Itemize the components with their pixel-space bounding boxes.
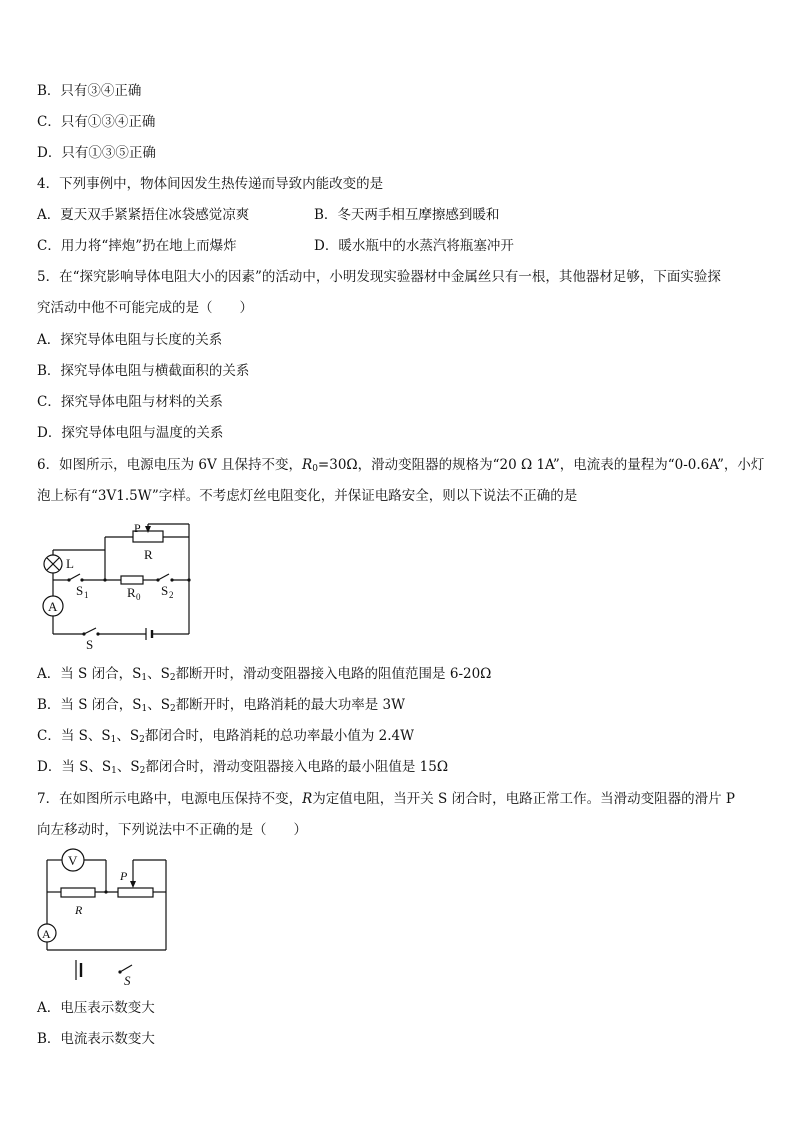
bulb-symbol: [44, 555, 62, 573]
q7-stem-line1: 7．在如图所示电路中，电源电压保持不变，R为定值电阻，当开关 S 闭合时，电路正常工作。当滑动变阻器的滑片 P: [37, 791, 735, 807]
svg-text:S: S: [124, 973, 131, 988]
q4-option-d: D．暖水瓶中的水蒸汽将瓶塞冲开: [314, 238, 514, 254]
q4-option-c: C．用力将“摔炮”扔在地上而爆炸: [37, 238, 237, 254]
q5-option-a: A．探究导体电阻与长度的关系: [37, 332, 223, 348]
battery-symbol: [146, 628, 152, 640]
q3-option-d: D．只有①③⑤正确: [37, 145, 156, 161]
q5-option-c: C．探究导体电阻与材料的关系: [37, 394, 223, 410]
svg-text:A: A: [42, 927, 51, 941]
q7-option-b: B．电流表示数变大: [37, 1031, 155, 1047]
resistor-r-symbol: [61, 888, 95, 897]
q6-option-a: A．当 S 闭合，$S_1$、$S_2$都断开时，滑动变阻器接入电路的阻值范围是 6-20Ω: [37, 666, 492, 683]
q6-option-b: B．当 S 闭合，$S_1$、$S_2$都断开时，电路消耗的最大功率是 3W: [37, 697, 405, 714]
svg-text:A: A: [48, 599, 58, 614]
svg-text:R: R: [75, 903, 83, 917]
svg-text:P: P: [120, 869, 128, 883]
ammeter-symbol: [43, 596, 63, 616]
q5-option-b: B．探究导体电阻与横截面积的关系: [37, 363, 250, 379]
q7-circuit-diagram: [36, 850, 176, 990]
q7-stem-line2: 向左移动时，下列说法中不正确的是（ ）: [37, 822, 307, 838]
q4-option-b: B．冬天两手相互摩擦感到暖和: [314, 207, 500, 223]
q3-option-c: C．只有①③④正确: [37, 114, 156, 130]
svg-text:P: P: [134, 521, 141, 535]
svg-text:R: R: [127, 585, 136, 600]
svg-text:2: 2: [169, 590, 174, 600]
svg-text:1: 1: [84, 590, 89, 600]
q3-option-b: B．只有③④正确: [37, 83, 142, 99]
rheostat-symbol: [118, 888, 153, 897]
q4-stem: 4．下列事例中，物体间因发生热传递而导致内能改变的是: [37, 176, 384, 192]
q6-circuit-diagram: [36, 518, 196, 652]
q7-option-a: A．电压表示数变大: [37, 1000, 155, 1016]
voltmeter-symbol: [62, 849, 84, 871]
svg-text:L: L: [66, 556, 74, 571]
svg-text:V: V: [68, 853, 78, 868]
slider-arrow-icon: [130, 881, 136, 888]
q6-stem-line2: 泡上标有“3V1.5W”字样。不考虑灯丝电阻变化，并保证电路安全，则以下说法不正确的是: [37, 488, 578, 504]
q5-stem-line1: 5．在“探究影响导体电阻大小的因素”的活动中，小明发现实验器材中金属丝只有一根，其他器材足够，下面实验探: [37, 269, 721, 285]
q6-option-c: C．当 S、$S_1$、$S_2$都闭合时，电路消耗的总功率最小值为 2.4W: [37, 728, 414, 745]
q5-stem-line2: 究活动中他不可能完成的是（ ）: [37, 300, 253, 316]
battery-symbol: [76, 960, 81, 980]
svg-text:R: R: [144, 547, 153, 562]
svg-text:0: 0: [136, 592, 141, 602]
svg-text:S: S: [76, 583, 84, 598]
svg-text:S: S: [86, 637, 94, 652]
q4-option-a: A．夏天双手紧紧捂住冰袋感觉凉爽: [37, 207, 250, 223]
svg-text:S: S: [161, 583, 169, 598]
q6-stem-line1: 6．如图所示，电源电压为 6V 且保持不变，$R_0=30\Omega$，滑动变阻器的规格为“20 Ω 1A”，电流表的量程为“0-0.6A”，小灯: [37, 457, 765, 474]
q6-option-d: D．当 S、$S_1$、$S_2$都闭合时，滑动变阻器接入电路的最小阻值是 15Ω: [37, 759, 449, 776]
resistor-r0-symbol: [121, 576, 143, 584]
q5-option-d: D．探究导体电阻与温度的关系: [37, 425, 224, 441]
ammeter-symbol: [38, 924, 56, 942]
